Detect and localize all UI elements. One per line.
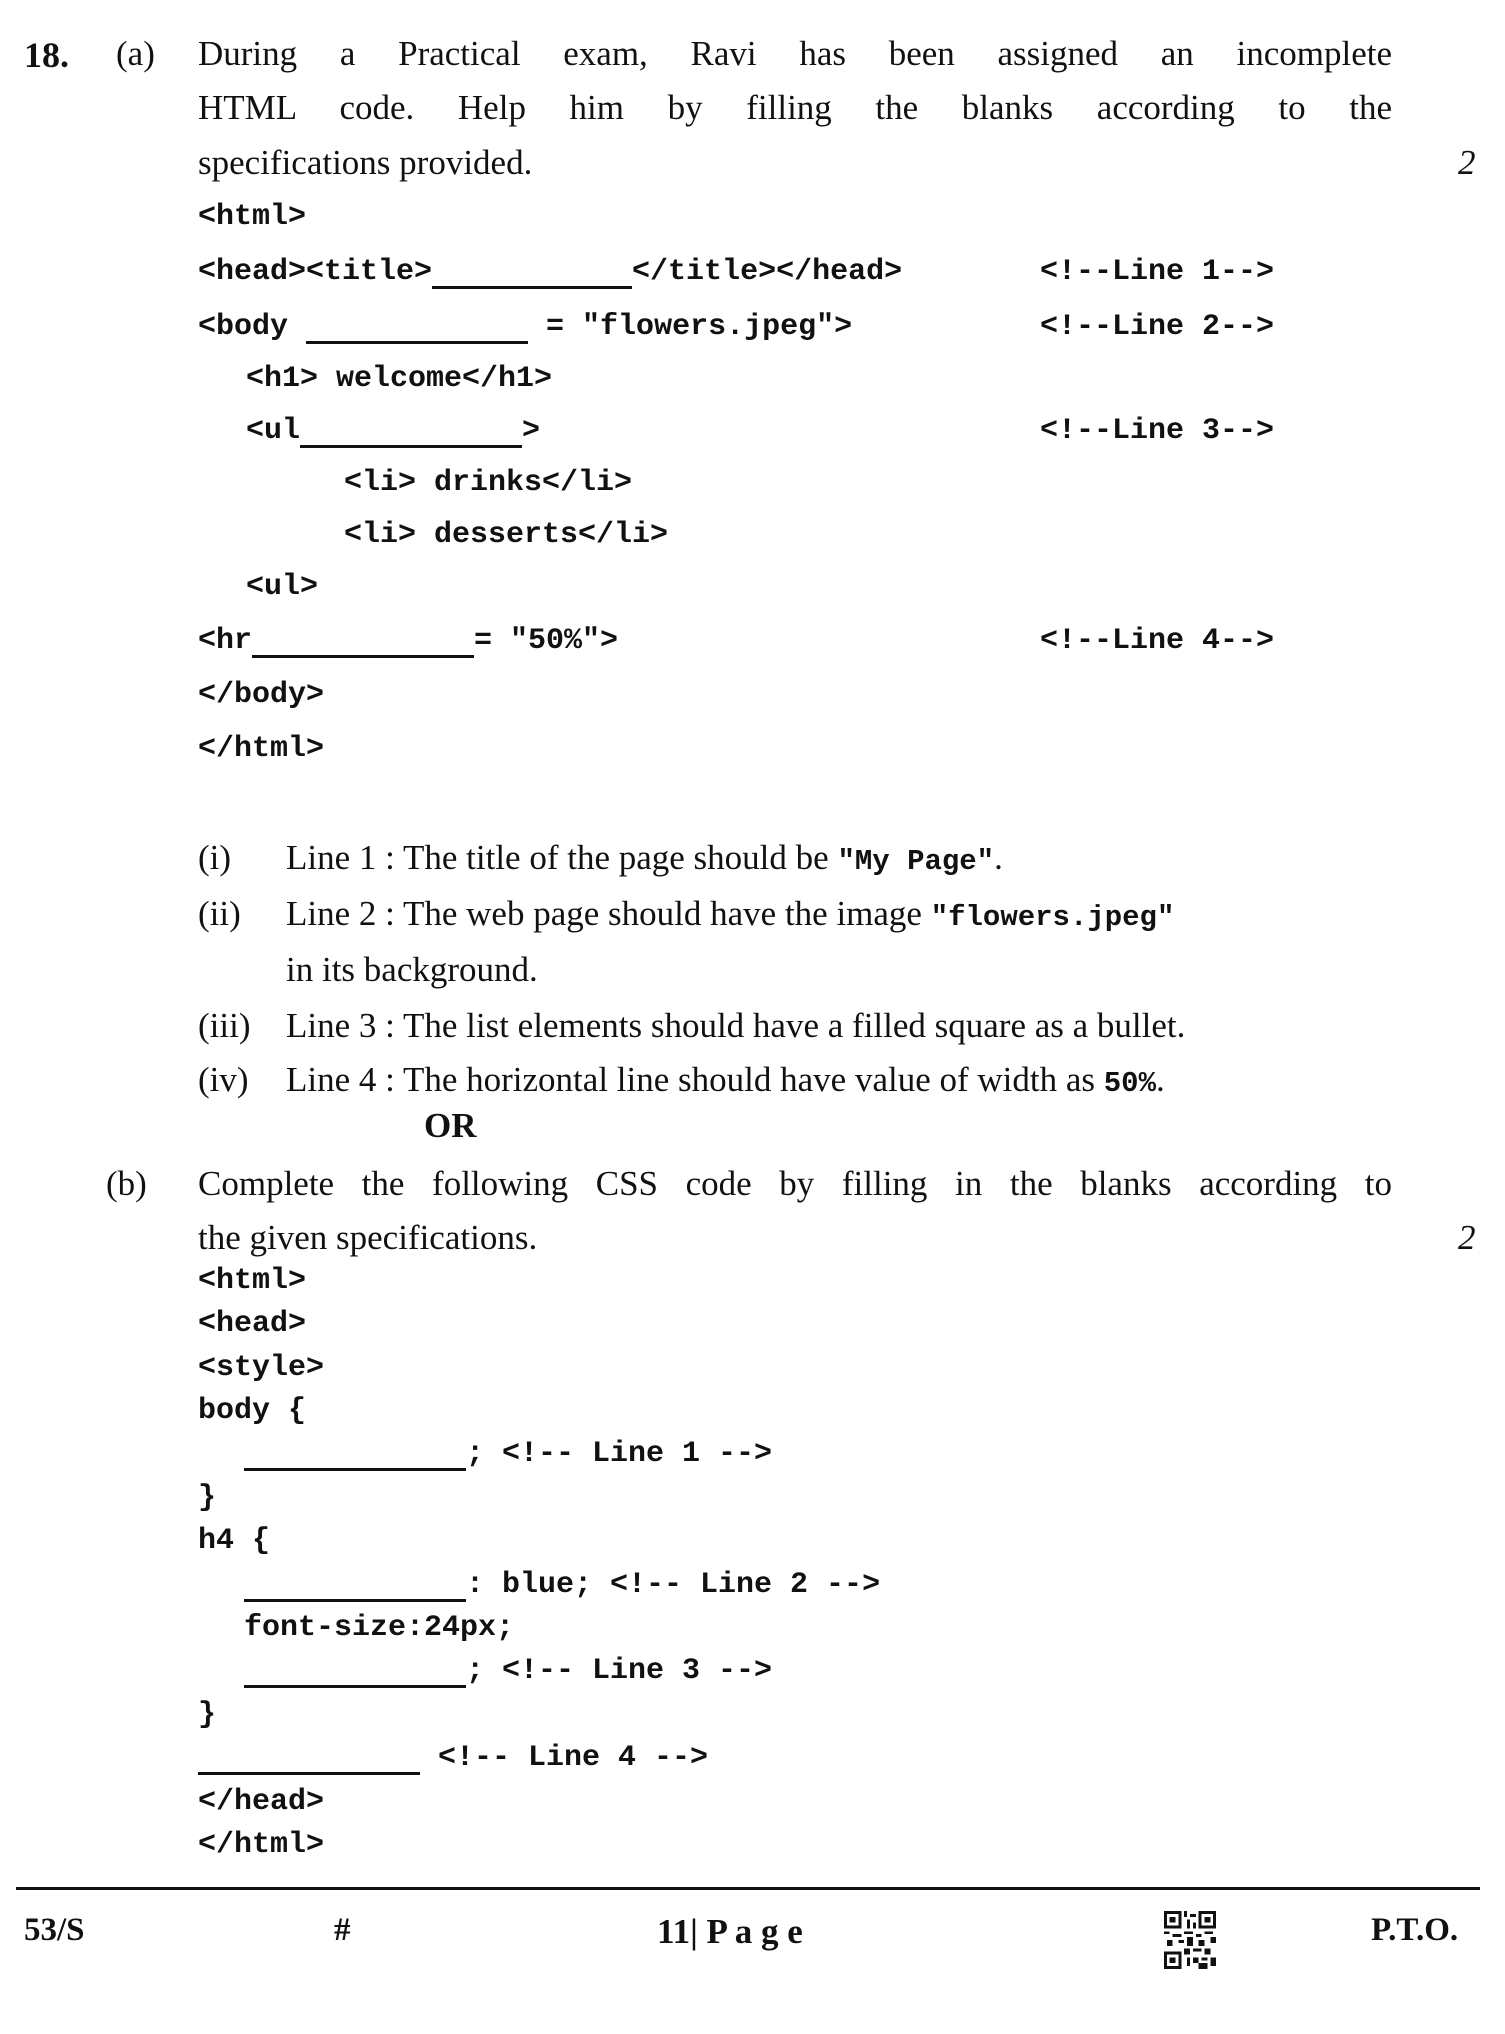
part-a-intro-line-3: specifications provided. — [198, 143, 533, 182]
code-hr-attr: = "50%"> — [474, 624, 619, 658]
spec-text-end: . — [1156, 1060, 1165, 1099]
code-body-open: <body — [198, 310, 289, 344]
css-body-close: } — [198, 1481, 217, 1515]
spec-code: 50% — [1103, 1067, 1156, 1100]
css-blank-line-2[interactable] — [244, 1569, 466, 1602]
part-a-label: (a) — [116, 34, 155, 73]
css-html-close: </html> — [198, 1828, 325, 1862]
css-line-4 — [198, 1741, 708, 1775]
spec-item-iv — [286, 1060, 1165, 1100]
spec-text: Line 1 : The title of the page should be — [286, 838, 838, 877]
code-ul-bracket: > — [522, 414, 541, 448]
spec-text: Line 4 : The horizontal line should have value of width as — [286, 1060, 1104, 1099]
part-a-marks: 2 — [1458, 143, 1476, 182]
comment-line-1: <!--Line 1--> — [1040, 255, 1275, 289]
css-head-open: <head> — [198, 1307, 307, 1341]
spec-item-i — [286, 838, 1003, 878]
spec-item-ii-continued: in its background. — [286, 950, 538, 989]
code-html-close: </html> — [198, 732, 325, 766]
comment-line-2: <!--Line 2--> — [1040, 310, 1275, 344]
code-li-drinks: <li> drinks</li> — [344, 466, 633, 500]
code-body-attr: = "flowers.jpeg"> — [546, 310, 853, 344]
css-line-1 — [244, 1437, 772, 1471]
spec-num-i: (i) — [198, 838, 232, 877]
comment-line-4: <!--Line 4--> — [1040, 624, 1275, 658]
question-number: 18. — [24, 35, 69, 75]
spec-code: "My Page" — [837, 845, 995, 878]
blank-line-3[interactable] — [300, 415, 522, 448]
spec-num-ii: (ii) — [198, 894, 241, 933]
css-line-4-comment: <!-- Line 4 --> — [438, 1741, 709, 1775]
code-ul-close: <ul> — [246, 570, 319, 604]
code-head-title-close: </title></head> — [632, 255, 903, 289]
blank-line-4[interactable] — [252, 625, 474, 658]
css-line-2-comment: : blue; <!-- Line 2 --> — [466, 1568, 881, 1602]
footer-divider — [16, 1887, 1480, 1890]
css-head-close: </head> — [198, 1785, 325, 1819]
code-hr-open: <hr — [198, 624, 253, 658]
code-body-close: </body> — [198, 678, 325, 712]
css-style-open: <style> — [198, 1351, 325, 1385]
code-line-3 — [246, 414, 540, 448]
or-separator: OR — [424, 1106, 477, 1145]
spec-item-ii — [286, 894, 1174, 934]
code-html-open: <html> — [198, 200, 307, 234]
blank-line-2[interactable] — [306, 311, 528, 344]
footer-page-number: 11| P a g e — [657, 1912, 803, 1951]
code-li-desserts: <li> desserts</li> — [344, 518, 669, 552]
css-line-3-comment: ; <!-- Line 3 --> — [466, 1654, 773, 1688]
code-line-1 — [198, 255, 902, 289]
css-body-selector: body { — [198, 1394, 307, 1428]
part-b-label: (b) — [106, 1164, 147, 1203]
css-line-2 — [244, 1568, 880, 1602]
css-blank-line-4[interactable] — [198, 1742, 420, 1775]
comment-line-3: <!--Line 3--> — [1040, 414, 1275, 448]
part-a-intro-line-1: During a Practical exam, Ravi has been assigned an incomplete — [198, 34, 1392, 73]
spec-text-end: . — [994, 838, 1003, 877]
code-ul-open: <ul — [246, 414, 301, 448]
spec-text: Line 2 : The web page should have the image — [286, 894, 931, 933]
spec-num-iv: (iv) — [198, 1060, 249, 1099]
part-b-intro-line-2: the given specifications. — [198, 1218, 538, 1257]
css-line-1-comment: ; <!-- Line 1 --> — [466, 1437, 773, 1471]
footer-hash: # — [334, 1912, 351, 1948]
spec-code: "flowers.jpeg" — [930, 901, 1175, 934]
css-h4-selector: h4 { — [198, 1524, 271, 1558]
css-blank-line-1[interactable] — [244, 1438, 466, 1471]
code-line-4 — [198, 624, 618, 658]
part-b-marks: 2 — [1458, 1218, 1476, 1257]
css-blank-line-3[interactable] — [244, 1655, 466, 1688]
css-html-open: <html> — [198, 1264, 307, 1298]
blank-line-1[interactable] — [432, 256, 632, 289]
qr-code-icon — [1163, 1911, 1217, 1969]
footer-pto: P.T.O. — [1371, 1912, 1459, 1948]
part-b-intro-line-1: Complete the following CSS code by filling in the blanks according to — [198, 1164, 1392, 1203]
code-line-2 — [198, 310, 852, 344]
spec-num-iii: (iii) — [198, 1006, 251, 1045]
footer-paper-code: 53/S — [24, 1912, 85, 1948]
css-font-size: font-size:24px; — [244, 1611, 515, 1645]
code-head-title-open: <head><title> — [198, 255, 433, 289]
spec-item-iii: Line 3 : The list elements should have a filled square as a bullet. — [286, 1006, 1186, 1045]
css-h4-close: } — [198, 1698, 217, 1732]
css-line-3 — [244, 1654, 772, 1688]
part-a-intro-line-2: HTML code. Help him by filling the blanks according to the — [198, 88, 1392, 127]
code-h1: <h1> welcome</h1> — [246, 362, 553, 396]
